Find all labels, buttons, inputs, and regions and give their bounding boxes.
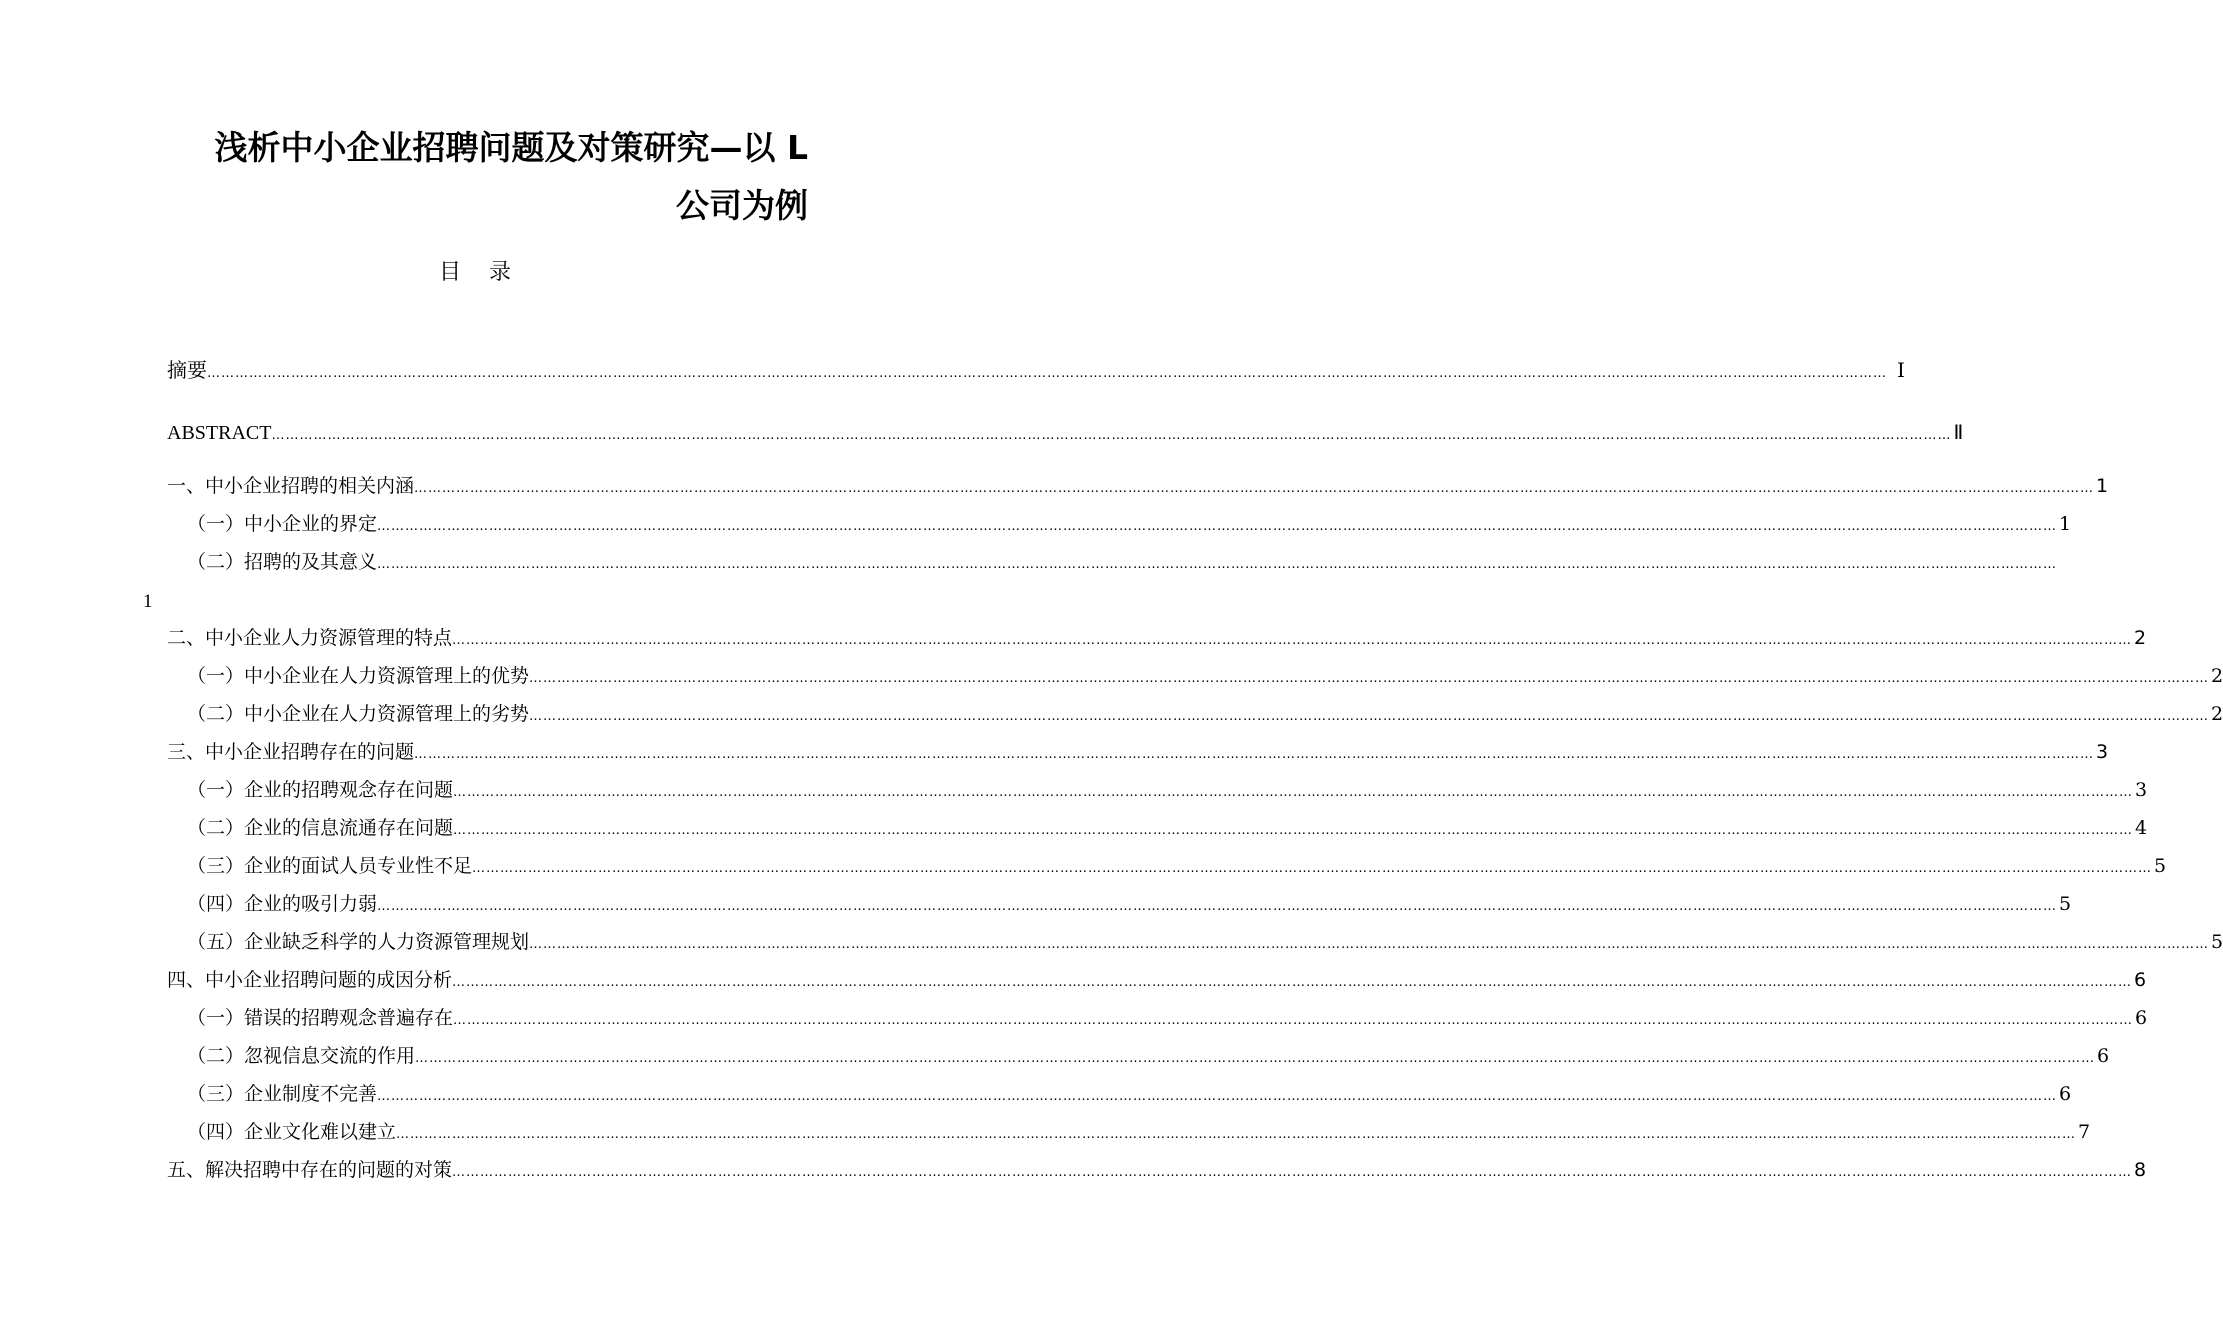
- toc-entry-page: 8: [2134, 1159, 2147, 1181]
- toc-entry-section-3-3[interactable]: [187, 852, 2167, 883]
- document-title-line-2: 公司为例: [676, 186, 808, 225]
- toc-entry-page-wrapped: 1: [143, 591, 153, 612]
- toc-entry-section-1-2[interactable]: [187, 548, 2058, 579]
- toc-entry-section-2-1[interactable]: [187, 662, 2223, 693]
- toc-entry-page: 7: [2078, 1121, 2091, 1143]
- dot-leader: ………………………………………………………………………………………………………………………………………………………………………………………………………………………………………………………………………………………………………………………………: [452, 633, 2133, 648]
- toc-entry-page: 6: [2134, 969, 2147, 991]
- toc-entry-label: （四）企业文化难以建立: [187, 1121, 397, 1143]
- toc-entry-page: 6: [2097, 1045, 2110, 1067]
- dot-leader: ………………………………………………………………………………………………………………………………………………………………………………………………………………………………………………………………………………………………………………………………: [472, 861, 2153, 876]
- toc-entry-label: ABSTRACT: [167, 422, 272, 444]
- dot-leader: ………………………………………………………………………………………………………………………………………………………………………………………………………………………………………………………………………………………………………………………………: [377, 899, 2058, 914]
- toc-entry-section-3-5[interactable]: [187, 928, 2223, 959]
- toc-entry-section-3-4[interactable]: [187, 890, 2072, 921]
- dot-leader: ………………………………………………………………………………………………………………………………………………………………………………………………………………………………………………………………………………………………………………………………: [529, 937, 2210, 952]
- toc-entry-section-1-1[interactable]: [187, 510, 2072, 541]
- toc-heading-char-1: 目: [438, 260, 461, 285]
- dot-leader: ………………………………………………………………………………………………………………………………………………………………………………………………………………………………………………………………………………………………………………………………: [453, 785, 2134, 800]
- toc-entry-section-2-2[interactable]: [187, 700, 2223, 731]
- toc-entry-section-3-2[interactable]: [187, 814, 2148, 845]
- toc-entry-page: Ⅱ: [1953, 422, 1964, 444]
- toc-entry-section-4-3[interactable]: [187, 1080, 2072, 1111]
- toc-entry-page: 4: [2135, 817, 2148, 839]
- toc-entry-page: 3: [2135, 779, 2148, 801]
- toc-entry-label: （一）错误的招聘观念普遍存在: [187, 1007, 454, 1029]
- toc-entry-page: 5: [2211, 931, 2223, 953]
- toc-entry-label: （二）招聘的及其意义: [187, 551, 378, 573]
- toc-entry-label: （四）企业的吸引力弱: [187, 893, 378, 915]
- toc-entry-abstract-en[interactable]: [167, 419, 1964, 450]
- dot-leader: ………………………………………………………………………………………………………………………………………………………………………………………………………………………………………………………………………………………………………………………………: [414, 481, 2095, 496]
- toc-entry-page: 2: [2211, 703, 2223, 725]
- toc-entry-label: 二、中小企业人力资源管理的特点: [167, 627, 453, 649]
- toc-entry-label: （一）企业的招聘观念存在问题: [187, 779, 454, 801]
- toc-entry-label: （五）企业缺乏科学的人力资源管理规划: [187, 931, 530, 953]
- dot-leader: ………………………………………………………………………………………………………………………………………………………………………………………………………………………………………………………………………………………………………………………………: [452, 975, 2133, 990]
- toc-entry-page: 6: [2135, 1007, 2148, 1029]
- toc-entry-label: （二）企业的信息流通存在问题: [187, 817, 454, 839]
- toc-entry-page: 2: [2134, 627, 2147, 649]
- dot-leader: ………………………………………………………………………………………………………………………………………………………………………………………………………………………………………………………………………………………………………………………………: [453, 823, 2134, 838]
- toc-entry-label: 四、中小企业招聘问题的成因分析: [167, 969, 453, 991]
- dot-leader: ………………………………………………………………………………………………………………………………………………………………………………………………………………………………………………………………………………………………………………………………: [529, 671, 2210, 686]
- toc-entry-label: 五、解决招聘中存在的问题的对策: [167, 1159, 453, 1181]
- toc-entry-label: 三、中小企业招聘存在的问题: [167, 741, 415, 763]
- toc-entry-page: Ⅰ: [1897, 358, 1905, 382]
- toc-entry-page: 5: [2154, 855, 2167, 877]
- toc-entry-section-4-1[interactable]: [187, 1004, 2148, 1035]
- toc-heading-char-2: 录: [489, 260, 512, 285]
- toc-entry-page: 1: [2059, 513, 2072, 535]
- toc-entry-section-3[interactable]: [167, 738, 2109, 769]
- toc-entry-section-3-1[interactable]: [187, 776, 2148, 807]
- dot-leader: ………………………………………………………………………………………………………………………………………………………………………………………………………………………………………………………………………………………………………………………………: [415, 1051, 2096, 1066]
- toc-entry-label: （二）忽视信息交流的作用: [187, 1045, 416, 1067]
- toc-entry-label: （一）中小企业在人力资源管理上的优势: [187, 665, 530, 687]
- toc-entry-label: （三）企业的面试人员专业性不足: [187, 855, 473, 877]
- toc-entry-section-1[interactable]: [167, 472, 2109, 503]
- toc-entry-section-4-2[interactable]: [187, 1042, 2110, 1073]
- toc-entry-section-2[interactable]: [167, 624, 2147, 655]
- dot-leader: ………………………………………………………………………………………………………………………………………………………………………………………………………………………………………………………………………………………………………………………………: [452, 1165, 2133, 1180]
- document-title-line-1: 浅析中小企业招聘问题及对策研究—以 L: [214, 128, 808, 167]
- dot-leader: ………………………………………………………………………………………………………………………………………………………………………………………………………………………………………………………………………………………………………………………………: [271, 428, 1952, 443]
- dot-leader: ………………………………………………………………………………………………………………………………………………………………………………………………………………………………………………………………………………………………………………………………: [453, 1013, 2134, 1028]
- toc-entry-label: （一）中小企业的界定: [187, 513, 378, 535]
- dot-leader: ………………………………………………………………………………………………………………………………………………………………………………………………………………………………………………………………………………………………………………………………: [377, 1089, 2058, 1104]
- toc-entry-label: 摘要: [167, 358, 207, 382]
- toc-entry-page: 6: [2059, 1083, 2072, 1105]
- toc-entry-abstract-cn[interactable]: [167, 356, 1905, 388]
- dot-leader: ………………………………………………………………………………………………………………………………………………………………………………………………………………………………………………………………………………………………………………………………: [529, 709, 2210, 724]
- toc-entry-page: 3: [2096, 741, 2109, 763]
- toc-entry-section-4[interactable]: [167, 966, 2147, 997]
- dot-leader: ………………………………………………………………………………………………………………………………………………………………………………………………………………………………………………………………………………………………………………………………: [377, 557, 2058, 572]
- dot-leader: ………………………………………………………………………………………………………………………………………………………………………………………………………………………………………………………………………………………………………………………………: [396, 1127, 2077, 1142]
- toc-entry-section-5[interactable]: [167, 1156, 2147, 1187]
- toc-entry-section-4-4[interactable]: [187, 1118, 2091, 1149]
- toc-entry-page: 1: [2096, 475, 2109, 497]
- toc-entry-label: （二）中小企业在人力资源管理上的劣势: [187, 703, 530, 725]
- dot-leader: ………………………………………………………………………………………………………………………………………………………………………………………………………………………………………………………………………………………………………………………………: [377, 519, 2058, 534]
- toc-heading: [0, 258, 950, 288]
- dot-leader: ………………………………………………………………………………………………………………………………………………………………………………………………………………………………………………………………………………………………………………………………: [414, 747, 2095, 762]
- toc-entry-label: （三）企业制度不完善: [187, 1083, 378, 1105]
- toc-entry-page: 5: [2059, 893, 2072, 915]
- toc-entry-label: 一、中小企业招聘的相关内涵: [167, 475, 415, 497]
- toc-entry-page: 2: [2211, 665, 2223, 687]
- dot-leader: ………………………………………………………………………………………………………………………………………………………………………………………………………………………………………………………………………………………………………………………………: [207, 366, 1887, 381]
